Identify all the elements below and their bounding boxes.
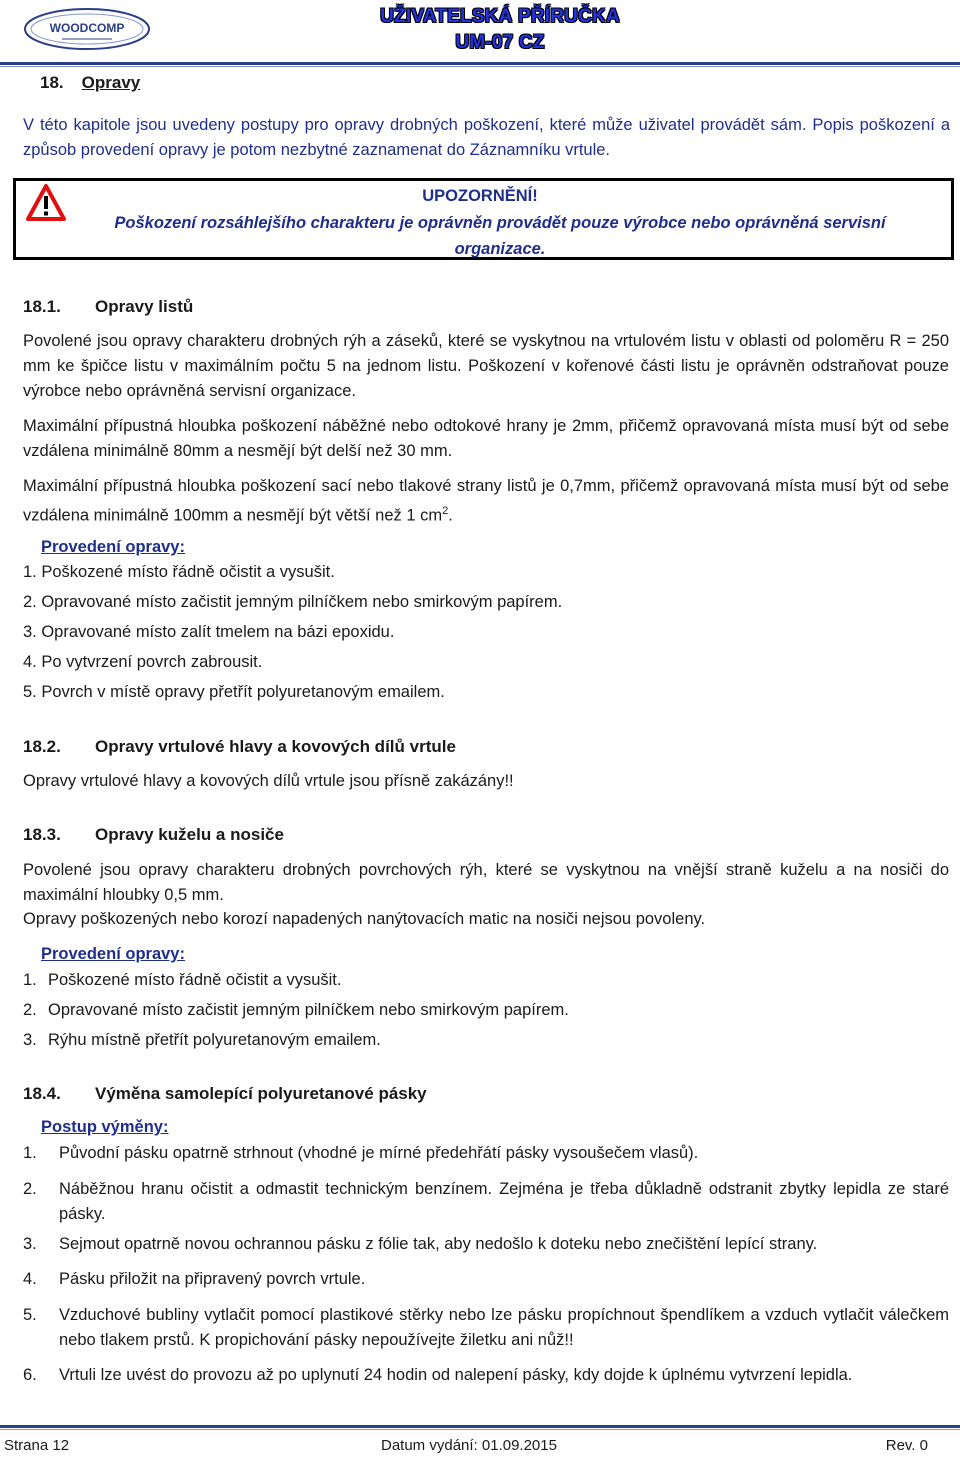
footer-divider xyxy=(0,1425,960,1428)
section-number: 18.3. xyxy=(23,825,61,844)
section-number: 18.4. xyxy=(23,1084,61,1103)
woodcomp-logo xyxy=(22,6,152,52)
s2-paragraph: Opravy vrtulové hlavy a kovových dílů vrtule jsou přísně zakázány!! xyxy=(23,772,514,790)
step-text: Pásku přiložit na připravený povrch vrtule. xyxy=(59,1270,366,1288)
step-text: Poškozené místo řádně očistit a vysušit. xyxy=(48,971,342,989)
step-text: Rýhu místně přetřít polyuretanovým emailem. xyxy=(48,1031,381,1049)
s3-procedure-title: Provedení opravy: xyxy=(41,945,185,963)
chapter-heading xyxy=(40,73,140,93)
s4-procedure-title: Postup výměny: xyxy=(41,1118,169,1136)
section-heading-18-3 xyxy=(23,825,284,845)
s1-step: 4. Po vytvrzení povrch zabrousit. xyxy=(23,653,263,671)
section-heading-18-1 xyxy=(23,297,193,317)
s3-paragraph-2: Opravy poškozených nebo korozí napadených nanýtovacích matic na nosiči nejsou povoleny. xyxy=(23,910,706,928)
chapter-number: 18. xyxy=(40,73,64,92)
s1-step: 2. Opravované místo začistit jemným pilníčkem nebo smirkovým papírem. xyxy=(23,593,563,611)
step-number: 1. xyxy=(23,1144,37,1162)
warning-text: Poškození rozsáhlejšího charakteru je oprávněn provádět pouze výrobce nebo oprávněná servisní organizace. xyxy=(114,214,886,258)
page-number: Strana 12 xyxy=(4,1437,70,1454)
section-title: Opravy vrtulové hlavy a kovových dílů vrtule xyxy=(95,737,456,756)
s4-step xyxy=(23,1232,949,1257)
warning-title: UPOZORNĚNÍ! xyxy=(422,187,538,205)
s1-paragraph-1b: Poškození v kořenové části listu je oprávněn odstraňovat pouze výrobce nebo oprávněná servisní organizace. xyxy=(23,357,949,400)
step-number: 2. xyxy=(23,1001,37,1019)
s1-paragraph-3-end: . xyxy=(448,506,453,525)
issue-date: Datum vydání: 01.09.2015 xyxy=(381,1437,557,1454)
revision: Rev. 0 xyxy=(885,1437,928,1454)
section-title: Opravy listů xyxy=(95,297,194,316)
superscript: 2 xyxy=(442,505,449,517)
section-title: Výměna samolepící polyuretanové pásky xyxy=(95,1084,427,1103)
section-number: 18.2. xyxy=(23,737,61,756)
step-text: Původní pásku opatrně strhnout (vhodné je mírné předehřátí pásky vysoušečem vlasů). xyxy=(59,1144,699,1162)
s3-paragraph-1: Povolené jsou opravy charakteru drobných povrchových rýh, které se vyskytnou na vnější straně kuželu a na nosiči do maximální hloubky 0,5 mm. xyxy=(23,861,949,904)
s4-step xyxy=(23,1177,949,1227)
header-divider-thin xyxy=(0,66,960,67)
footer-divider-thin xyxy=(0,1429,960,1430)
intro-paragraph: V této kapitole jsou uvedeny postupy pro opravy drobných poškození, které může uživatel provádět sám. Popis poškození a způsob provedení opravy je potom nezbytné zaznamenat do Záznamníku vrtule. xyxy=(23,116,950,159)
s4-step xyxy=(23,1267,949,1292)
s1-paragraph-2: Maximální přípustná hloubka poškození náběžné nebo odtokové hrany je 2mm, přičemž opravovaná místa musí být od sebe vzdálena minimálně 80mm a nesmějí být delší než 30 mm. xyxy=(23,417,949,460)
step-number: 1. xyxy=(23,971,37,989)
step-number: 2. xyxy=(23,1180,37,1198)
step-text: Sejmout opatrně novou ochrannou pásku z fólie tak, aby nedošlo k doteku nebo znečištění lepící strany. xyxy=(59,1235,818,1253)
logo-text: WOODCOMP xyxy=(49,21,125,35)
step-number: 3. xyxy=(23,1031,37,1049)
section-heading-18-2 xyxy=(23,737,456,757)
document-title xyxy=(370,4,630,56)
header-divider xyxy=(0,62,960,65)
s3-step xyxy=(23,998,949,1023)
s3-step xyxy=(23,968,949,993)
section-heading-18-4 xyxy=(23,1084,427,1104)
s1-step: 3. Opravované místo zalít tmelem na bázi epoxidu. xyxy=(23,623,395,641)
document-code: UM-07 CZ xyxy=(455,32,545,53)
s4-step xyxy=(23,1141,949,1166)
section-title: Opravy kuželu a nosiče xyxy=(95,825,284,844)
s1-paragraph-1 xyxy=(23,329,949,404)
chapter-title: Opravy xyxy=(81,73,141,92)
s4-step xyxy=(23,1363,949,1413)
s1-step: 5. Povrch v místě opravy přetřít polyuretanovým emailem. xyxy=(23,683,445,701)
document-title-line1: UŽIVATELSKÁ PŘÍRUČKA xyxy=(380,6,620,27)
section-number: 18.1. xyxy=(23,297,61,316)
s3-step xyxy=(23,1028,949,1053)
s1-paragraph-3-text: Maximální přípustná hloubka poškození sací nebo tlakové strany listů je 0,7mm, přičemž opravovaná místa musí být od sebe vzdálena minimálně 100mm a nesmějí být větší než 1 cm xyxy=(23,477,949,525)
s1-procedure-title: Provedení opravy: xyxy=(41,538,185,556)
s1-paragraph-3 xyxy=(23,474,949,529)
s1-paragraph-1a: Povolené jsou opravy charakteru drobných rýh a záseků, které se vyskytnou na vrtulovém listu v oblasti od poloměru R = 250 mm ke špičce listu v maximálním počtu 5 na jednom listu. xyxy=(23,332,949,375)
step-text: Náběžnou hranu očistit a odmastit technickým benzínem. Zejména je třeba důkladně odstranit zbytky lepidla ze staré pásky. xyxy=(59,1180,949,1223)
s1-step: 1. Poškozené místo řádně očistit a vysušit. xyxy=(23,563,335,581)
step-number: 6. xyxy=(23,1366,37,1384)
step-text: Vrtuli lze uvést do provozu až po uplynutí 24 hodin od nalepení pásky, kdy dojde k úplnému vytvrzení lepidla. xyxy=(59,1366,853,1384)
step-text: Opravované místo začistit jemným pilníčkem nebo smirkovým papírem. xyxy=(48,1001,569,1019)
s4-step xyxy=(23,1303,949,1353)
step-number: 5. xyxy=(23,1306,37,1324)
step-number: 4. xyxy=(23,1270,37,1288)
step-text: Vzduchové bubliny vytlačit pomocí plastikové stěrky nebo lze pásku propíchnout špendlíkem a vzduch vytlačit válečkem nebo tlakem prstů. K propichování pásky nepoužívejte žiletku ani nůž!! xyxy=(59,1306,949,1349)
step-number: 3. xyxy=(23,1235,37,1253)
